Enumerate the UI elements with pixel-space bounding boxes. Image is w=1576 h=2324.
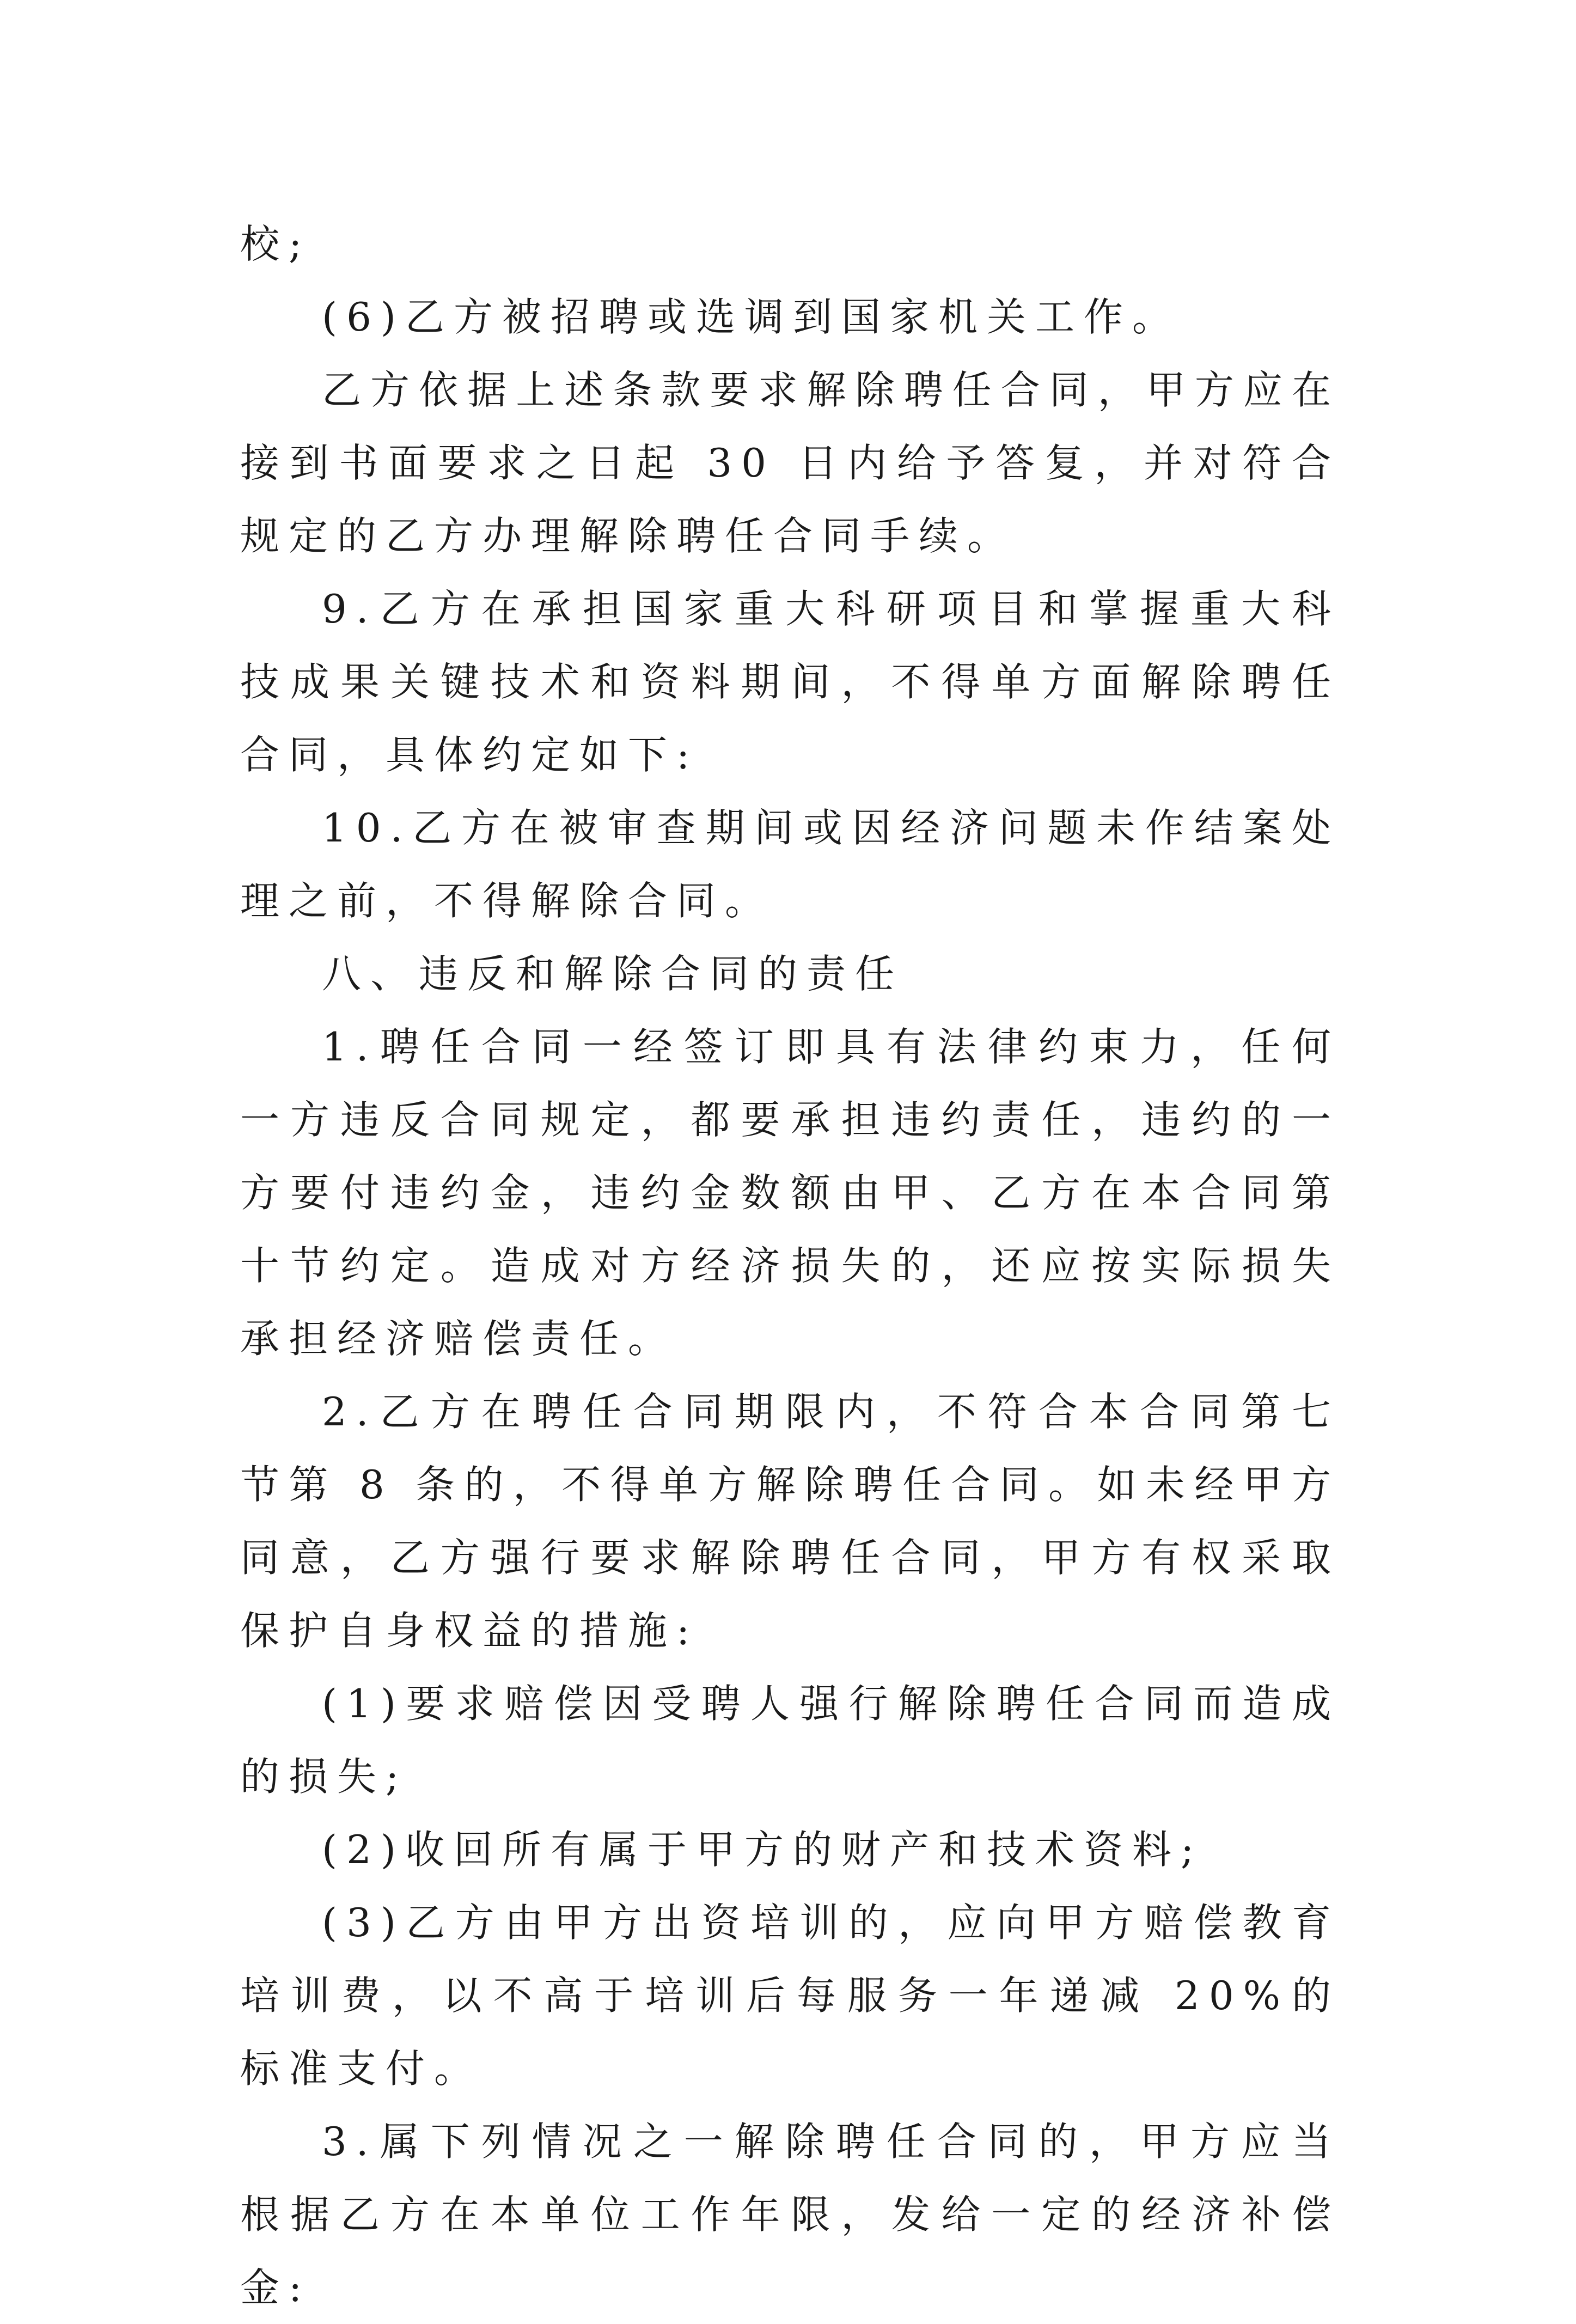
paragraph: 9.乙方在承担国家重大科研项目和掌握重大科技成果关键技术和资料期间，不得单方面解除聘任合同，具体约定如下: [240,586,1340,778]
list-item: (1)要求赔偿因受聘人强行解除聘任合同而造成的损失; [240,1681,1340,1800]
paragraph: 10.乙方在被审查期间或因经济问题未作结案处理之前，不得解除合同。 [240,805,1340,924]
document-body [240,208,1340,2324]
paragraph: 乙方依据上述条款要求解除聘任合同，甲方应在接到书面要求之日起 30 日内给予答复，并对符合规定的乙方办理解除聘任合同手续。 [240,367,1340,559]
list-item: (2)收回所有属于甲方的财产和技术资料; [322,1827,1204,1872]
paragraph: 1.聘任合同一经签订即具有法律约束力，任何一方违反合同规定，都要承担违约责任，违约的一方要付违约金，违约金数额由甲、乙方在本合同第十节约定。造成对方经济损失的，还应按实际损失承担经济赔偿责任。 [240,1024,1340,1362]
list-item: (3)乙方由甲方出资培训的，应向甲方赔偿教育培训费，以不高于培训后每服务一年递减 20%的标准支付。 [240,1900,1340,2091]
section-heading: 八、违反和解除合同的责任 [322,951,904,997]
paragraph: 2.乙方在聘任合同期限内，不符合本合同第七节第 8 条的，不得单方解除聘任合同。如未经甲方同意，乙方强行要求解除聘任合同，甲方有权采取保护自身权益的措施: [240,1389,1340,1654]
paragraph: (6)乙方被招聘或选调到国家机关工作。 [322,294,1181,340]
paragraph: 3.属下列情况之一解除聘任合同的，甲方应当根据乙方在本单位工作年限，发给一定的经济补偿金: [240,2119,1340,2310]
paragraph: 校; [240,221,311,267]
